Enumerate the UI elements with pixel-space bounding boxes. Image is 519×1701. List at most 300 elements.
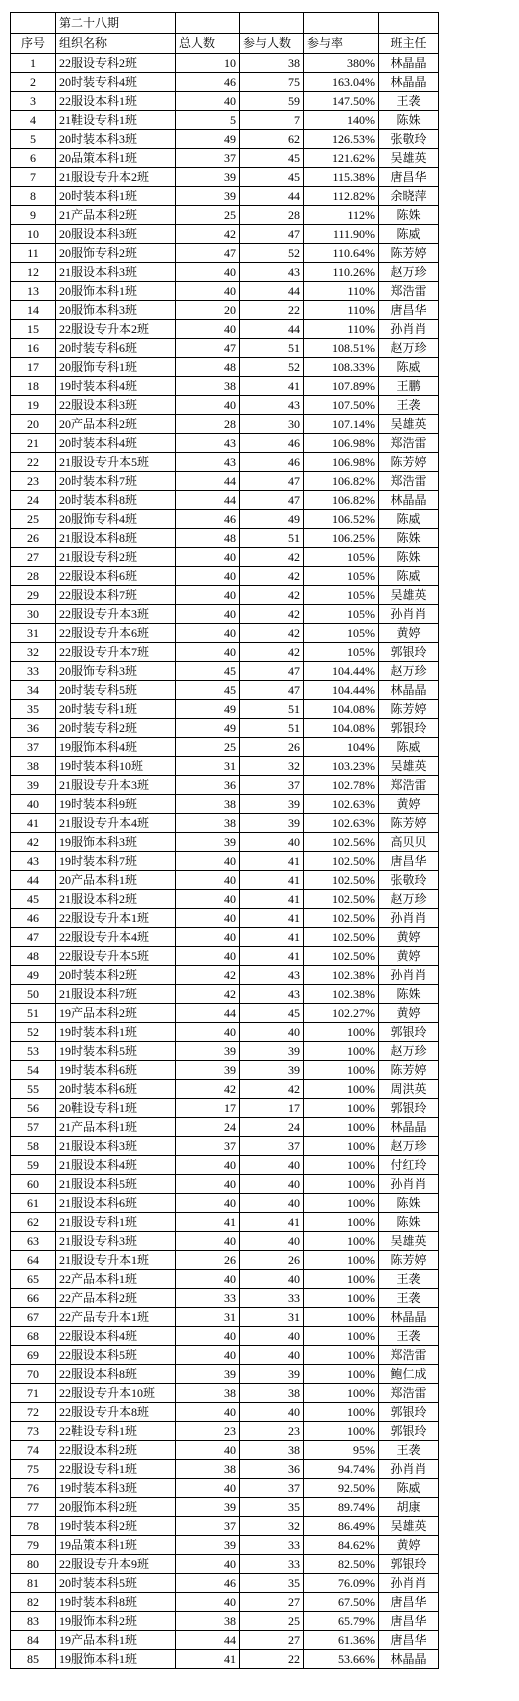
cell-rate: 100% <box>304 1213 379 1232</box>
cell-teacher: 黄婷 <box>379 928 439 947</box>
cell-rate: 115.38% <box>304 168 379 187</box>
cell-participants: 47 <box>240 681 304 700</box>
cell-rate: 106.25% <box>304 529 379 548</box>
table-row <box>11 1023 439 1042</box>
cell-teacher: 王袭 <box>379 396 439 415</box>
cell-total: 40 <box>176 643 240 662</box>
table-row <box>11 244 439 263</box>
cell-total: 40 <box>176 1194 240 1213</box>
cell-teacher: 陈芳婷 <box>379 244 439 263</box>
cell-org-name: 19时装本科8班 <box>56 1593 176 1612</box>
table-row <box>11 1232 439 1251</box>
cell-teacher: 鲍仁成 <box>379 1365 439 1384</box>
cell-rate: 163.04% <box>304 73 379 92</box>
table-row <box>11 624 439 643</box>
cell-org-name: 22服设本科6班 <box>56 567 176 586</box>
cell-total: 37 <box>176 149 240 168</box>
cell-index: 72 <box>11 1403 56 1422</box>
cell-total: 40 <box>176 947 240 966</box>
table-row <box>11 1308 439 1327</box>
cell-teacher: 张敬玲 <box>379 130 439 149</box>
cell-index: 45 <box>11 890 56 909</box>
table-row <box>11 377 439 396</box>
cell-participants: 41 <box>240 947 304 966</box>
table-row <box>11 1593 439 1612</box>
table-row <box>11 814 439 833</box>
cell-participants: 41 <box>240 871 304 890</box>
cell-rate: 102.38% <box>304 985 379 1004</box>
cell-participants: 24 <box>240 1118 304 1137</box>
cell-participants: 51 <box>240 700 304 719</box>
cell-index: 42 <box>11 833 56 852</box>
table-row <box>11 1156 439 1175</box>
cell-total: 40 <box>176 1593 240 1612</box>
cell-org-name: 19服饰本科4班 <box>56 738 176 757</box>
cell-index: 49 <box>11 966 56 985</box>
cell-org-name: 21服设专升本4班 <box>56 814 176 833</box>
cell-org-name: 22服设本科8班 <box>56 1365 176 1384</box>
cell-org-name: 19时装本科6班 <box>56 1061 176 1080</box>
cell-teacher: 黄婷 <box>379 1004 439 1023</box>
cell-participants: 33 <box>240 1536 304 1555</box>
cell-total: 40 <box>176 605 240 624</box>
cell-org-name: 21服设本科4班 <box>56 1156 176 1175</box>
cell-teacher: 唐昌华 <box>379 1631 439 1650</box>
cell-total: 46 <box>176 510 240 529</box>
header-total: 总人数 <box>176 34 240 54</box>
cell-rate: 105% <box>304 624 379 643</box>
cell-rate: 112% <box>304 206 379 225</box>
cell-teacher: 王袭 <box>379 1327 439 1346</box>
table-row <box>11 567 439 586</box>
cell-index: 73 <box>11 1422 56 1441</box>
cell-participants: 62 <box>240 130 304 149</box>
cell-org-name: 20时装本科4班 <box>56 434 176 453</box>
cell-org-name: 19产品本科2班 <box>56 1004 176 1023</box>
cell-rate: 126.53% <box>304 130 379 149</box>
cell-index: 15 <box>11 320 56 339</box>
cell-rate: 105% <box>304 643 379 662</box>
cell-index: 78 <box>11 1517 56 1536</box>
table-row <box>11 92 439 111</box>
cell-teacher: 郭银玲 <box>379 1422 439 1441</box>
cell-index: 1 <box>11 54 56 73</box>
cell-participants: 42 <box>240 624 304 643</box>
table-row <box>11 263 439 282</box>
table-row <box>11 339 439 358</box>
table-row <box>11 681 439 700</box>
cell-org-name: 20鞋设专科1班 <box>56 1099 176 1118</box>
cell-index: 27 <box>11 548 56 567</box>
table-row <box>11 434 439 453</box>
table-row <box>11 529 439 548</box>
cell-rate: 106.98% <box>304 453 379 472</box>
cell-rate: 110% <box>304 282 379 301</box>
cell-total: 40 <box>176 1023 240 1042</box>
cell-participants: 51 <box>240 529 304 548</box>
cell-rate: 100% <box>304 1175 379 1194</box>
cell-index: 36 <box>11 719 56 738</box>
cell-index: 58 <box>11 1137 56 1156</box>
cell-index: 80 <box>11 1555 56 1574</box>
cell-org-name: 20时装本科7班 <box>56 472 176 491</box>
cell-teacher: 陈威 <box>379 567 439 586</box>
cell-rate: 106.82% <box>304 491 379 510</box>
cell-rate: 102.27% <box>304 1004 379 1023</box>
cell-teacher: 孙肖肖 <box>379 909 439 928</box>
cell-total: 37 <box>176 1137 240 1156</box>
cell-index: 81 <box>11 1574 56 1593</box>
cell-index: 64 <box>11 1251 56 1270</box>
cell-index: 75 <box>11 1460 56 1479</box>
cell-org-name: 22产品本科1班 <box>56 1270 176 1289</box>
cell-org-name: 20时装本科6班 <box>56 1080 176 1099</box>
cell-rate: 108.51% <box>304 339 379 358</box>
cell-total: 39 <box>176 833 240 852</box>
cell-index: 41 <box>11 814 56 833</box>
cell-total: 40 <box>176 282 240 301</box>
cell-index: 34 <box>11 681 56 700</box>
table-row <box>11 1042 439 1061</box>
cell-org-name: 20时装专科1班 <box>56 700 176 719</box>
cell-org-name: 21服设本科5班 <box>56 1175 176 1194</box>
cell-teacher: 余晓萍 <box>379 187 439 206</box>
cell-teacher: 郑浩雷 <box>379 1346 439 1365</box>
table-row <box>11 1194 439 1213</box>
cell-index: 2 <box>11 73 56 92</box>
cell-participants: 42 <box>240 1080 304 1099</box>
table-row <box>11 586 439 605</box>
cell-total: 39 <box>176 168 240 187</box>
cell-total: 41 <box>176 1213 240 1232</box>
cell-total: 33 <box>176 1289 240 1308</box>
cell-participants: 28 <box>240 206 304 225</box>
cell-org-name: 22产品本科2班 <box>56 1289 176 1308</box>
cell-participants: 47 <box>240 472 304 491</box>
cell-rate: 100% <box>304 1365 379 1384</box>
table-row <box>11 1631 439 1650</box>
cell-index: 38 <box>11 757 56 776</box>
cell-rate: 104% <box>304 738 379 757</box>
cell-index: 59 <box>11 1156 56 1175</box>
cell-total: 47 <box>176 339 240 358</box>
cell-participants: 26 <box>240 738 304 757</box>
cell-index: 69 <box>11 1346 56 1365</box>
cell-index: 19 <box>11 396 56 415</box>
cell-teacher: 唐昌华 <box>379 1612 439 1631</box>
cell-teacher: 赵万珍 <box>379 339 439 358</box>
cell-rate: 111.90% <box>304 225 379 244</box>
cell-teacher: 陈威 <box>379 510 439 529</box>
cell-participants: 45 <box>240 149 304 168</box>
cell-total: 43 <box>176 434 240 453</box>
table-row <box>11 1175 439 1194</box>
cell-org-name: 21鞋设专科1班 <box>56 111 176 130</box>
cell-rate: 103.23% <box>304 757 379 776</box>
cell-participants: 30 <box>240 415 304 434</box>
cell-index: 63 <box>11 1232 56 1251</box>
cell-rate: 102.56% <box>304 833 379 852</box>
cell-index: 76 <box>11 1479 56 1498</box>
cell-total: 23 <box>176 1422 240 1441</box>
cell-index: 33 <box>11 662 56 681</box>
cell-index: 14 <box>11 301 56 320</box>
cell-total: 36 <box>176 776 240 795</box>
cell-index: 48 <box>11 947 56 966</box>
table-row <box>11 795 439 814</box>
cell-total: 40 <box>176 890 240 909</box>
cell-teacher: 郑浩雷 <box>379 1384 439 1403</box>
cell-total: 25 <box>176 206 240 225</box>
cell-rate: 107.89% <box>304 377 379 396</box>
cell-teacher: 林晶晶 <box>379 1650 439 1669</box>
cell-rate: 110.26% <box>304 263 379 282</box>
cell-index: 18 <box>11 377 56 396</box>
cell-org-name: 19时装本科3班 <box>56 1479 176 1498</box>
cell-index: 5 <box>11 130 56 149</box>
cell-total: 40 <box>176 1479 240 1498</box>
cell-participants: 31 <box>240 1308 304 1327</box>
cell-teacher: 赵万珍 <box>379 1137 439 1156</box>
cell-rate: 100% <box>304 1251 379 1270</box>
cell-total: 40 <box>176 928 240 947</box>
cell-participants: 42 <box>240 586 304 605</box>
cell-total: 43 <box>176 453 240 472</box>
cell-participants: 40 <box>240 1270 304 1289</box>
cell-org-name: 19服饰本科3班 <box>56 833 176 852</box>
cell-org-name: 20时装本科8班 <box>56 491 176 510</box>
table-row <box>11 890 439 909</box>
cell-participants: 17 <box>240 1099 304 1118</box>
cell-teacher: 吴雄英 <box>379 1517 439 1536</box>
cell-participants: 47 <box>240 662 304 681</box>
cell-org-name: 20时装专科6班 <box>56 339 176 358</box>
cell-org-name: 19时装本科5班 <box>56 1042 176 1061</box>
cell-rate: 100% <box>304 1194 379 1213</box>
cell-participants: 37 <box>240 1479 304 1498</box>
table-row <box>11 833 439 852</box>
cell-rate: 100% <box>304 1080 379 1099</box>
cell-org-name: 20服饰专科3班 <box>56 662 176 681</box>
header-teacher: 班主任 <box>379 34 439 54</box>
cell-participants: 52 <box>240 244 304 263</box>
cell-total: 40 <box>176 1555 240 1574</box>
table-row <box>11 662 439 681</box>
table-row <box>11 928 439 947</box>
cell-total: 40 <box>176 852 240 871</box>
cell-teacher: 赵万珍 <box>379 1042 439 1061</box>
cell-index: 82 <box>11 1593 56 1612</box>
cell-rate: 106.82% <box>304 472 379 491</box>
cell-org-name: 20时装本科2班 <box>56 966 176 985</box>
cell-participants: 39 <box>240 795 304 814</box>
table-row <box>11 1536 439 1555</box>
cell-rate: 100% <box>304 1308 379 1327</box>
cell-index: 62 <box>11 1213 56 1232</box>
cell-index: 67 <box>11 1308 56 1327</box>
cell-rate: 102.50% <box>304 947 379 966</box>
cell-teacher: 王鹏 <box>379 377 439 396</box>
cell-participants: 42 <box>240 643 304 662</box>
cell-org-name: 20服饰专科4班 <box>56 510 176 529</box>
cell-org-name: 20品策本科1班 <box>56 149 176 168</box>
cell-teacher: 王袭 <box>379 1289 439 1308</box>
cell-teacher: 陈姝 <box>379 529 439 548</box>
cell-teacher: 黄婷 <box>379 795 439 814</box>
cell-org-name: 21服设本科6班 <box>56 1194 176 1213</box>
table-row <box>11 1270 439 1289</box>
cell-teacher: 孙肖肖 <box>379 966 439 985</box>
table-row <box>11 225 439 244</box>
cell-org-name: 19时装本科9班 <box>56 795 176 814</box>
cell-index: 23 <box>11 472 56 491</box>
cell-index: 37 <box>11 738 56 757</box>
cell-rate: 86.49% <box>304 1517 379 1536</box>
cell-participants: 44 <box>240 320 304 339</box>
cell-org-name: 22服设专升本9班 <box>56 1555 176 1574</box>
header-rate: 参与率 <box>304 34 379 54</box>
cell-teacher: 孙肖肖 <box>379 1574 439 1593</box>
cell-teacher: 孙肖肖 <box>379 1460 439 1479</box>
cell-participants: 42 <box>240 548 304 567</box>
cell-participants: 27 <box>240 1631 304 1650</box>
cell-teacher: 陈姝 <box>379 985 439 1004</box>
cell-index: 4 <box>11 111 56 130</box>
cell-index: 55 <box>11 1080 56 1099</box>
cell-org-name: 22服设本科7班 <box>56 586 176 605</box>
cell-org-name: 20产品本科1班 <box>56 871 176 890</box>
cell-teacher: 郭银玲 <box>379 1023 439 1042</box>
cell-participants: 41 <box>240 377 304 396</box>
cell-index: 66 <box>11 1289 56 1308</box>
cell-total: 42 <box>176 985 240 1004</box>
cell-rate: 100% <box>304 1289 379 1308</box>
cell-total: 28 <box>176 415 240 434</box>
table-row <box>11 719 439 738</box>
cell-org-name: 22服设专升本3班 <box>56 605 176 624</box>
cell-participants: 46 <box>240 453 304 472</box>
cell-teacher: 赵万珍 <box>379 263 439 282</box>
header-index: 序号 <box>11 34 56 54</box>
cell-participants: 45 <box>240 1004 304 1023</box>
cell-participants: 41 <box>240 928 304 947</box>
cell-teacher: 孙肖肖 <box>379 320 439 339</box>
cell-rate: 105% <box>304 586 379 605</box>
cell-participants: 40 <box>240 1175 304 1194</box>
cell-total: 40 <box>176 92 240 111</box>
table-row <box>11 111 439 130</box>
cell-index: 7 <box>11 168 56 187</box>
cell-org-name: 20服饰专科1班 <box>56 358 176 377</box>
cell-participants: 25 <box>240 1612 304 1631</box>
table-row <box>11 947 439 966</box>
cell-org-name: 21服设本科2班 <box>56 890 176 909</box>
cell-rate: 105% <box>304 567 379 586</box>
cell-index: 65 <box>11 1270 56 1289</box>
cell-rate: 121.62% <box>304 149 379 168</box>
cell-teacher: 林晶晶 <box>379 1308 439 1327</box>
cell-rate: 104.08% <box>304 719 379 738</box>
cell-org-name: 22服设专升本4班 <box>56 928 176 947</box>
cell-index: 9 <box>11 206 56 225</box>
table-row <box>11 1612 439 1631</box>
cell-total: 5 <box>176 111 240 130</box>
cell-rate: 106.98% <box>304 434 379 453</box>
cell-teacher: 吴雄英 <box>379 586 439 605</box>
cell-total: 40 <box>176 871 240 890</box>
cell-participants: 40 <box>240 1023 304 1042</box>
cell-participants: 40 <box>240 1156 304 1175</box>
cell-teacher: 吴雄英 <box>379 757 439 776</box>
cell-index: 71 <box>11 1384 56 1403</box>
table-row <box>11 1479 439 1498</box>
table-row <box>11 1327 439 1346</box>
cell-index: 50 <box>11 985 56 1004</box>
cell-total: 44 <box>176 1004 240 1023</box>
table-row <box>11 1555 439 1574</box>
cell-org-name: 20服设本科3班 <box>56 225 176 244</box>
cell-index: 12 <box>11 263 56 282</box>
cell-teacher: 陈姝 <box>379 206 439 225</box>
cell-index: 8 <box>11 187 56 206</box>
cell-participants: 33 <box>240 1555 304 1574</box>
cell-total: 46 <box>176 1574 240 1593</box>
cell-index: 10 <box>11 225 56 244</box>
cell-org-name: 20服饰本科1班 <box>56 282 176 301</box>
table-row <box>11 1346 439 1365</box>
header-org-name: 组织名称 <box>56 34 176 54</box>
cell-rate: 102.50% <box>304 871 379 890</box>
header-row <box>11 34 439 54</box>
cell-total: 40 <box>176 1441 240 1460</box>
cell-index: 84 <box>11 1631 56 1650</box>
cell-org-name: 19时装本科1班 <box>56 1023 176 1042</box>
cell-total: 40 <box>176 548 240 567</box>
cell-index: 52 <box>11 1023 56 1042</box>
cell-index: 85 <box>11 1650 56 1669</box>
cell-total: 40 <box>176 1403 240 1422</box>
cell-teacher: 赵万珍 <box>379 662 439 681</box>
table-row <box>11 1213 439 1232</box>
cell-org-name: 21服设本科3班 <box>56 263 176 282</box>
cell-participants: 41 <box>240 890 304 909</box>
cell-participants: 42 <box>240 605 304 624</box>
cell-participants: 38 <box>240 1384 304 1403</box>
cell-rate: 100% <box>304 1346 379 1365</box>
cell-participants: 47 <box>240 491 304 510</box>
cell-participants: 33 <box>240 1289 304 1308</box>
cell-participants: 43 <box>240 396 304 415</box>
cell-org-name: 22服设专科2班 <box>56 54 176 73</box>
cell-index: 79 <box>11 1536 56 1555</box>
cell-rate: 100% <box>304 1042 379 1061</box>
cell-teacher: 黄婷 <box>379 947 439 966</box>
cell-org-name: 20时装本科5班 <box>56 1574 176 1593</box>
cell-org-name: 22服设本科3班 <box>56 396 176 415</box>
table-row <box>11 73 439 92</box>
cell-index: 54 <box>11 1061 56 1080</box>
cell-teacher: 陈芳婷 <box>379 453 439 472</box>
cell-index: 70 <box>11 1365 56 1384</box>
cell-org-name: 22鞋设专科1班 <box>56 1422 176 1441</box>
cell-total: 40 <box>176 1270 240 1289</box>
cell-index: 11 <box>11 244 56 263</box>
cell-rate: 102.63% <box>304 795 379 814</box>
cell-total: 42 <box>176 225 240 244</box>
table-row <box>11 149 439 168</box>
table-row <box>11 700 439 719</box>
cell-total: 38 <box>176 1612 240 1631</box>
